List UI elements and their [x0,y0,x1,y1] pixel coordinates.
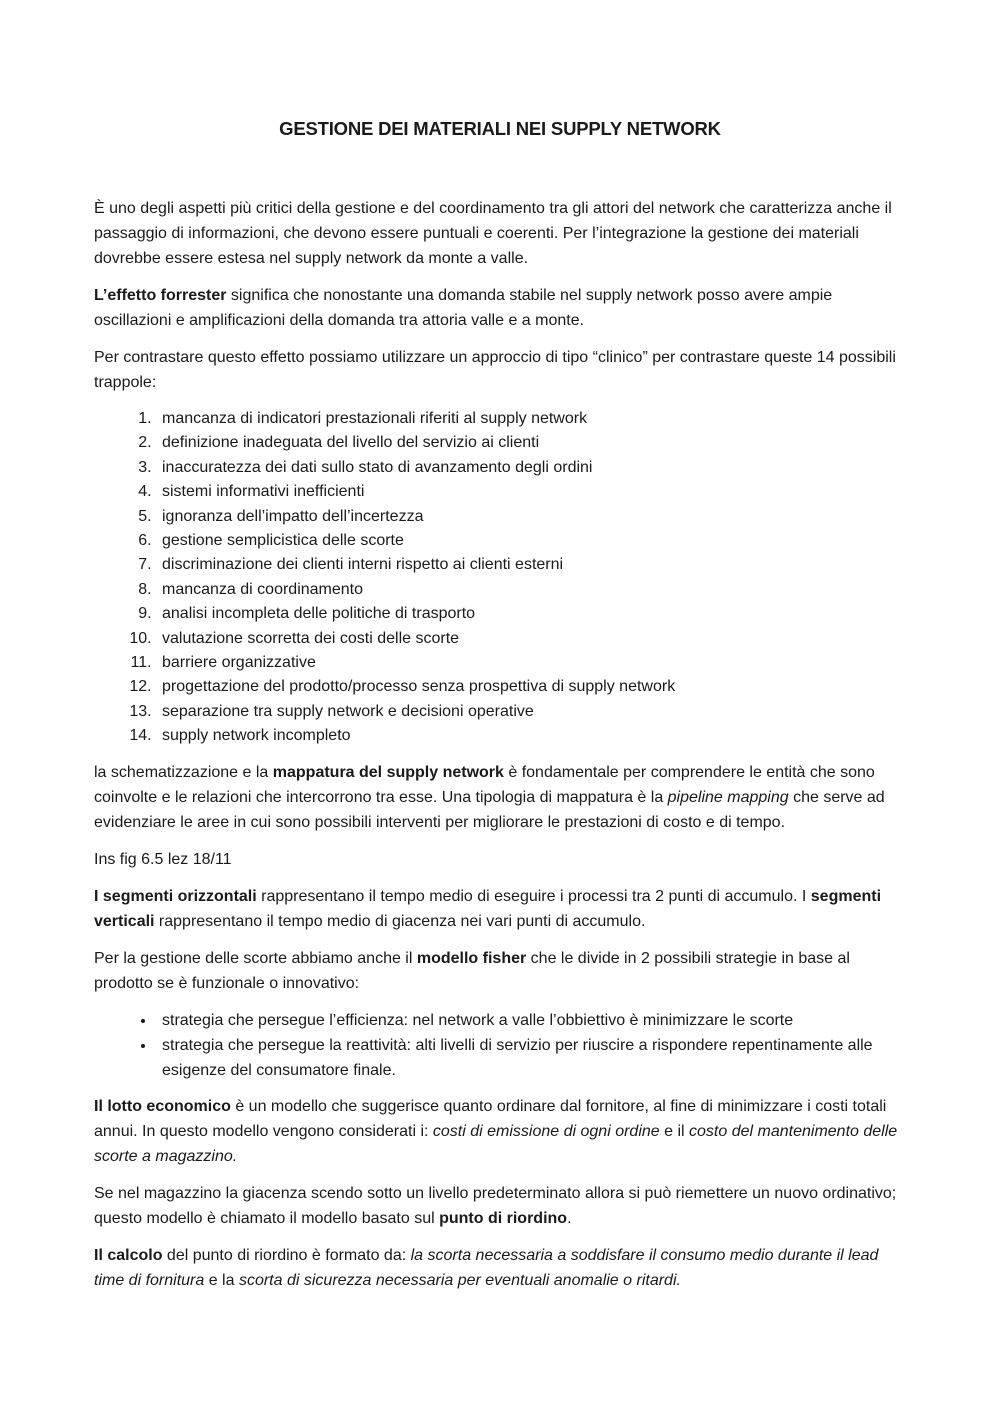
list-item: 8. mancanza di coordinamento [156,578,906,602]
traps-list [94,407,906,749]
strategies-list [94,1008,906,1083]
list-item: 12. progettazione del prodotto/processo senza prospettiva di supply network [156,675,906,699]
list-item: 2. definizione inadeguata del livello del servizio ai clienti [156,431,906,455]
clinical-approach-paragraph: Per contrastare questo effetto possiamo utilizzare un approccio di tipo “clinico” per contrastare queste 14 possibili trappole: [94,349,896,391]
reorder-paragraph [94,1181,906,1231]
text-run: Per la gestione delle scorte abbiamo anche il [94,949,417,967]
emission-cost-term: costi di emissione di ogni ordine [432,1122,660,1140]
pipeline-mapping-term: pipeline mapping [667,788,789,806]
list-item: 11. barriere organizzative [156,651,906,675]
list-item: 10. valutazione scorretta dei costi delle scorte [156,627,906,651]
list-item: 5. ignoranza dell’impatto dell’incertezza [156,505,906,529]
holding-cost-term: costo del mantenimento delle scorte a magazzino. [94,1122,898,1165]
mapping-paragraph [94,760,906,835]
vertical-segments-term: segmenti verticali [94,887,882,930]
calculation-term: Il calcolo [94,1246,163,1264]
fisher-paragraph [94,946,906,996]
text-run: è un modello che suggerisce quanto ordinare dal fornitore, al fine di minimizzare i costi totali annui. In questo modello vengono considerati i: [94,1097,887,1140]
forrester-term: L’effetto forrester [94,287,227,304]
list-item: • strategia che persegue la reattività: alti livelli di servizio per riuscire a rispondere repentinamente alle esigenze del consumatore finale. [156,1033,906,1083]
page-title: GESTIONE DEI MATERIALI NEI SUPPLY NETWORK [279,118,721,139]
text-run: . [567,1209,572,1227]
text-run: e la [204,1271,239,1289]
forrester-text: significa che nonostante una domanda stabile nel supply network posso avere ampie oscillazioni e amplificazioni della domanda tra attoria valle e a monte. [94,287,833,329]
text-run: del punto di riordino è formato da: [162,1246,411,1264]
list-item: 13. separazione tra supply network e decisioni operative [156,700,906,724]
intro-paragraph: È uno degli aspetti più critici della gestione e del coordinamento tra gli attori del network che caratterizza anche il passaggio di informazioni, che devono essere puntuali e coerenti. Per l’integrazione la gestione dei materiali dovrebbe essere estesa nel supply network da monte a valle. [94,200,892,267]
safety-stock-term: scorta di sicurezza necessaria per eventuali anomalie o ritardi. [238,1271,681,1289]
forrester-paragraph [94,283,906,333]
calculation-paragraph [94,1243,906,1293]
reorder-point-term: punto di riordino [439,1209,568,1227]
list-item: 3. inaccuratezza dei dati sullo stato di avanzamento degli ordini [156,456,906,480]
list-item: 1. mancanza di indicatori prestazionali riferiti al supply network [156,407,906,431]
document-page [94,118,906,1305]
list-item: 4. sistemi informativi inefficienti [156,480,906,504]
segments-paragraph [94,884,906,934]
text-run: che le divide in 2 possibili strategie in base al prodotto se è funzionale o innovativo: [94,949,850,992]
economic-lot-term: Il lotto economico [94,1097,231,1115]
economic-lot-paragraph [94,1094,906,1169]
list-item: 6. gestione semplicistica delle scorte [156,529,906,553]
fisher-term: modello fisher [416,949,527,967]
list-item: 7. discriminazione dei clienti interni rispetto ai clienti esterni [156,553,906,577]
list-item: 14. supply network incompleto [156,724,906,748]
mapping-term: mappatura del supply network [272,763,504,781]
text-run: che serve ad evidenziare le aree in cui sono possibili interventi per migliorare le prestazioni di costo e di tempo. [94,788,885,831]
list-item: 9. analisi incompleta delle politiche di trasporto [156,602,906,626]
text-run: rappresentano il tempo medio di giacenza nei vari punti di accumulo. [154,912,646,930]
figure-note: Ins fig 6.5 lez 18/11 [94,850,232,868]
average-consumption-term: la scorta necessaria a soddisfare il consumo medio durante il lead time di fornitura [94,1246,879,1289]
text-run: è fondamentale per comprendere le entità che sono coinvolte e le relazioni che intercorrono tra esse. Una tipologia di mappatura è la [94,763,875,806]
horizontal-segments-term: I segmenti orizzontali [94,887,257,905]
text-run: la schematizzazione e la [94,763,273,781]
text-run: rappresentano il tempo medio di eseguire i processi tra 2 punti di accumulo. I [256,887,811,905]
text-run: Se nel magazzino la giacenza scendo sotto un livello predeterminato allora si può riemettere un nuovo ordinativo; questo modello è chiamato il modello basato sul [94,1184,897,1227]
text-run: e il [659,1122,690,1140]
list-item: • strategia che persegue l’efficienza: nel network a valle l’obbiettivo è minimizzare le scorte [156,1008,906,1033]
